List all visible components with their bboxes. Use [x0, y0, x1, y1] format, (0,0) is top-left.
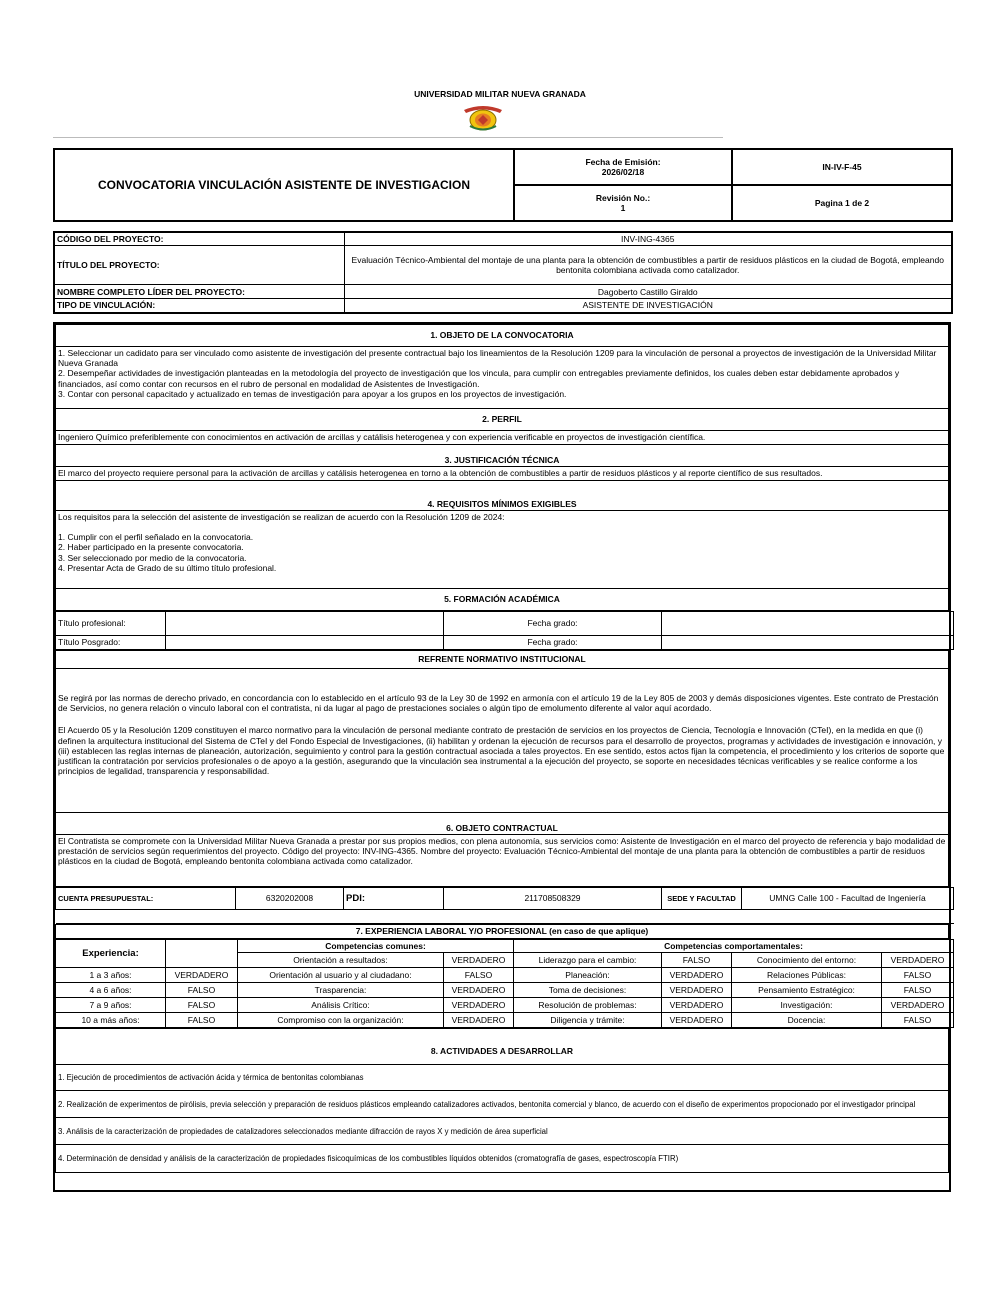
- university-crest-logo: [460, 102, 506, 132]
- postgrad-date-value[interactable]: [662, 636, 954, 650]
- section-4-body: [56, 511, 949, 589]
- page-number: Pagina 1 de 2: [732, 185, 952, 221]
- requirement-item: 3. Ser seleccionado por medio de la convocatoria.: [58, 552, 247, 563]
- project-code: INV-ING-4365: [344, 232, 952, 246]
- section-6-text: El Contratista se compromete con la Universidad Militar Nueva Granada a prestar por sus propios medios, con plena autonomía, sus servicios como: Asistente de Investigación en el marco del proyecto de referencia y bajo modalidad de prestación de servicios según requerimientos del proyecto. Código del proyecto: INV-ING-4365. Nombre del proyecto: Evaluación Técnico-Ambiental del montaje de una planta para la obtención de combustibles a partir de residuos plásticos en la ciudad de Bogotá, empleando bentonita colombiana activada como catalizador.: [56, 835, 949, 887]
- competency-label: Trasparencia:: [238, 983, 444, 998]
- section-5-title: 5. FORMACIÓN ACADÉMICA: [56, 589, 949, 611]
- postgrad-title-value[interactable]: [166, 636, 444, 650]
- requirement-item: 4. Presentar Acta de Grado de su último título profesional.: [58, 562, 277, 573]
- activity-item: 2. Realización de experimentos de pirólisis, previa selección y preparación de residuos plásticos empleando catalizadores activados, bentonita comercial y blanco, de acuerdo con el diseño de experimentos propocionado por el investigador principal: [56, 1091, 949, 1118]
- revision-cell: [514, 185, 732, 221]
- section-4-title: 4. REQUISITOS MÍNIMOS EXIGIBLES: [56, 481, 949, 511]
- revision-value: 1: [620, 203, 626, 213]
- section-7-title: 7. EXPERIENCIA LABORAL Y/O PROFESIONAL (en caso de que aplique): [56, 925, 949, 939]
- competency-label: Toma de decisiones:: [514, 983, 662, 998]
- competency-value: VERDADERO: [662, 983, 732, 998]
- competency-label: Análisis Crítico:: [238, 998, 444, 1013]
- experience-label: Experiencia:: [56, 940, 166, 968]
- competency-value: VERDADERO: [662, 968, 732, 983]
- competency-label: Compromiso con la organización:: [238, 1013, 444, 1028]
- competency-value: FALSO: [882, 983, 954, 998]
- competency-value: VERDADERO: [882, 998, 954, 1013]
- competency-value: VERDADERO: [882, 953, 954, 968]
- project-leader: Dagoberto Castillo Giraldo: [344, 285, 952, 299]
- competency-label: Conocimiento del entorno:: [732, 953, 882, 968]
- competency-label: Diligencia y trámite:: [514, 1013, 662, 1028]
- section-4-intro: Los requisitos para la selección del asistente de investigación se realizan de acuerdo con la Resolución 1209 de 2024:: [58, 512, 505, 522]
- competency-label: Orientación al usuario y al ciudadano:: [238, 968, 444, 983]
- experience-value: FALSO: [166, 1013, 238, 1028]
- experience-range: 10 a más años:: [56, 1013, 166, 1028]
- project-code-label: CÓDIGO DEL PROYECTO:: [54, 232, 344, 246]
- emission-label: Fecha de Emisión:: [585, 156, 661, 167]
- normative-paragraph: El Acuerdo 05 y la Resolución 1209 constituyen el marco normativo para la vinculación de personal mediante contrato de prestación de servicios en los proyectos de Ciencia, Tecnología e Innovación (CTeI), en la medida en que (i) definen la arquitectura institucional del Sistema de CTeI y del Fondo Especial de Investigaciones, (ii) habilitan y ordenan la ejecución de recursos para el desarrollo de proyectos, programas y actividades de investigación e innovación, y (iii) establecen las reglas internas de planeación, autorización, seguimiento y control para la gestión contractual asociada a tales proyectos. En ese sentido, estos actos fijan la competencia, el procedimiento y los criterios de soporte que justifican la contratación por servicios profesionales o de apoyo a la gestión, asegurando que la vinculación sea instrumental a la ejecución del proyecto, se soporte en necesidades técnicas verificables y se realice conforme a los principios de legalidad, transparencia y responsabilidad.: [58, 725, 945, 777]
- section-2-title: 2. PERFIL: [56, 409, 949, 431]
- postgrad-date-label: Fecha grado:: [444, 636, 662, 650]
- competency-value: VERDADERO: [444, 1013, 514, 1028]
- header-divider: [53, 137, 723, 138]
- section-1-line: 2. Desempeñar actividades de investigación planteadas en la metodología del proyecto de investigación que los vincula, para cumplir con entregables previamente definidos, los cuales deben estar debidamente aprobados y financiados, así como contar con recursos en el rubro de personal en modalidad de Asistentes de Investigación.: [58, 368, 900, 389]
- competency-label: Resolución de problemas:: [514, 998, 662, 1013]
- requirement-item: 2. Haber participado en la presente convocatoria.: [58, 542, 244, 553]
- competency-label: Docencia:: [732, 1013, 882, 1028]
- section-1-line: 3. Contar con personal capacitado y actualizado en temas de investigación para apoyar a los grupos en los proyectos de investigación.: [58, 388, 567, 399]
- competency-label: Relaciones Públicas:: [732, 968, 882, 983]
- link-type: ASISTENTE DE INVESTIGACIÓN: [344, 299, 952, 313]
- competency-label: Pensamiento Estratégico:: [732, 983, 882, 998]
- section-6-title: 6. OBJETO CONTRACTUAL: [56, 813, 949, 835]
- activity-item: 1. Ejecución de procedimientos de activación ácida y térmica de bentonitas colombianas: [56, 1065, 949, 1091]
- competency-value: VERDADERO: [444, 998, 514, 1013]
- university-name: UNIVERSIDAD MILITAR NUEVA GRANADA: [414, 89, 586, 99]
- competency-value: VERDADERO: [662, 998, 732, 1013]
- professional-title-value[interactable]: [166, 612, 444, 636]
- competency-value: VERDADERO: [444, 983, 514, 998]
- experience-value: FALSO: [166, 998, 238, 1013]
- spacer-row: [56, 910, 954, 924]
- competency-label: Liderazgo para el cambio:: [514, 953, 662, 968]
- budget-account-label: CUENTA PRESUPUESTAL:: [56, 888, 236, 910]
- project-info: [53, 231, 951, 314]
- form-title: CONVOCATORIA VINCULACIÓN ASISTENTE DE INVESTIGACION: [54, 149, 514, 221]
- revision-label: Revisión No.:: [595, 192, 651, 203]
- competency-value: FALSO: [444, 968, 514, 983]
- experience-range: 4 a 6 años:: [56, 983, 166, 998]
- section-1-body: [56, 347, 949, 409]
- emission-date: 2026/02/18: [601, 167, 645, 177]
- main-body: [53, 322, 951, 1192]
- project-leader-label: NOMBRE COMPLETO LÍDER DEL PROYECTO:: [54, 285, 344, 299]
- pdi-value: 211708508329: [444, 888, 662, 910]
- professional-title-label: Título profesional:: [56, 612, 166, 636]
- form-code: IN-IV-F-45: [732, 149, 952, 185]
- experience-value: VERDADERO: [166, 968, 238, 983]
- competency-value: FALSO: [662, 953, 732, 968]
- link-type-label: TIPO DE VINCULACIÓN:: [54, 299, 344, 313]
- experience-range: 1 a 3 años:: [56, 968, 166, 983]
- postgrad-title-label: Título Posgrado:: [56, 636, 166, 650]
- competency-value: FALSO: [882, 1013, 954, 1028]
- normative-body: [56, 669, 949, 813]
- competency-label: Planeación:: [514, 968, 662, 983]
- normative-title: REFRENTE NORMATIVO INSTITUCIONAL: [56, 651, 949, 669]
- graduation-date-value[interactable]: [662, 612, 954, 636]
- experience-range: 7 a 9 años:: [56, 998, 166, 1013]
- site-value: UMNG Calle 100 - Facultad de Ingeniería: [742, 888, 954, 910]
- competency-label: Orientación a resultados:: [238, 953, 444, 968]
- experience-value: FALSO: [166, 983, 238, 998]
- section-8-title: 8. ACTIVIDADES A DESARROLLAR: [56, 1029, 949, 1065]
- activity-item: 3. Análisis de la caracterización de propiedades de catalizadores seleccionados mediante difracción de rayos X y medición de área superficial: [56, 1118, 949, 1145]
- form-header: [53, 148, 951, 222]
- section-3-title: 3. JUSTIFICACIÓN TÉCNICA: [56, 445, 949, 467]
- section-3-text: El marco del proyecto requiere personal para la activación de arcillas y catálisis heterogenea en torno a la obtención de combustibles a partir de residuos plásticos y al reporte científico de sus resultados.: [56, 467, 949, 481]
- common-competencies-label: Competencias comunes:: [238, 940, 514, 953]
- competency-label: Investigación:: [732, 998, 882, 1013]
- requirement-item: 1. Cumplir con el perfil señalado en la convocatoria.: [58, 532, 254, 543]
- graduation-date-label: Fecha grado:: [444, 612, 662, 636]
- emission-date-cell: [514, 149, 732, 185]
- competency-value: VERDADERO: [662, 1013, 732, 1028]
- experience-value: [166, 953, 238, 968]
- section-2-text: Ingeniero Químico preferiblemente con conocimientos en activación de arcillas y catálisis heterogenea y con experiencia verificable en proyectos de investigación científica.: [56, 431, 949, 445]
- competency-value: FALSO: [882, 968, 954, 983]
- site-label: SEDE Y FACULTAD: [662, 888, 742, 910]
- competency-value: VERDADERO: [444, 953, 514, 968]
- pdi-label: PDI:: [344, 888, 444, 910]
- experience-blank: [166, 940, 238, 953]
- project-title-label: TÍTULO DEL PROYECTO:: [54, 246, 344, 285]
- project-title: Evaluación Técnico-Ambiental del montaje de una planta para la obtención de combustibles a partir de residuos plásticos en la ciudad de Bogotá, empleando bentonita colombiana activada como catalizador.: [344, 246, 952, 285]
- normative-paragraph: Se regirá por las normas de derecho privado, en concordancia con lo establecido en el artículo 93 de la Ley 30 de 1992 en armonía con el artículo 19 de la Ley 805 de 2003 y demás disposiciones vigentes. Este contrato de Prestación de Servicios, no genera relación o vinculo laboral con el contratista, ni da lugar al pago de prestaciones sociales o algún tipo de emolumento diferente al valor aquí acordado.: [58, 693, 939, 714]
- budget-account: 6320202008: [236, 888, 344, 910]
- section-1-title: 1. OBJETO DE LA CONVOCATORIA: [56, 325, 949, 347]
- activity-item: 4. Determinación de densidad y análisis de la caracterización de propiedades fisicoquímicas de los combustibles líquidos obtenidos (cromatografía de gases, espectroscopía FTIR): [56, 1145, 949, 1173]
- section-1-line: 1. Seleccionar un cadidato para ser vinculado como asistente de investigación del presente contractual bajo los lineamientos de la Resolución 1209 para la vinculación de personal a proyectos de investigación de la Universidad Militar Nueva Granada: [58, 348, 937, 369]
- behavioral-competencies-label: Competencias comportamentales:: [514, 940, 954, 953]
